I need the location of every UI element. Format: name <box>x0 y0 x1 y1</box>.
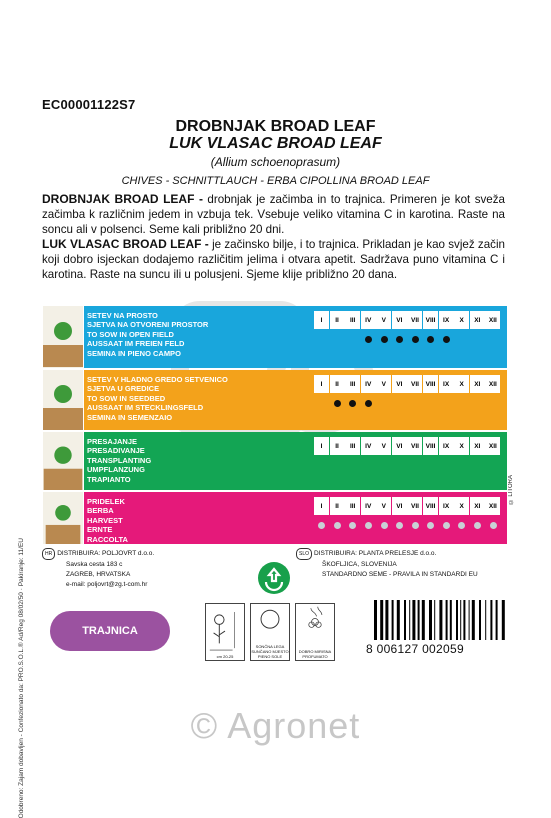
month-cell: VII <box>407 497 422 515</box>
calendar-label: PRIDELEK <box>87 497 125 506</box>
month-cell: III <box>345 437 360 455</box>
month-cell: IV <box>361 497 376 515</box>
month-cell: IX <box>439 375 454 393</box>
transplant-icon <box>43 432 84 490</box>
hr-line-1: Savska cesta 183 c <box>66 561 123 568</box>
calendar-labels <box>87 375 228 422</box>
month-cell: IX <box>439 311 454 329</box>
month-cell: XII <box>485 375 500 393</box>
calendar-label: AUSSAAT IM STECKLINGSFELD <box>87 403 204 413</box>
month-cell: X <box>454 437 469 455</box>
month-cell: XI <box>470 437 485 455</box>
period-dot <box>443 336 450 343</box>
month-cell: VII <box>407 375 422 393</box>
month-cell: II <box>330 497 345 515</box>
month-cell: I <box>314 375 329 393</box>
month-cell: XII <box>485 437 500 455</box>
calendar-row-3 <box>43 492 507 544</box>
calendar-labels <box>87 497 128 544</box>
period-dot <box>427 522 434 529</box>
month-cell: XI <box>470 497 485 515</box>
calendar-label: SEMINA IN SEMENZAIO <box>87 412 173 422</box>
month-cell: IV <box>361 437 376 455</box>
period-dot <box>349 522 356 529</box>
watermark-text: © Agronet <box>190 705 361 746</box>
calendar-row-2 <box>43 432 507 490</box>
calendar-label: ERNTE <box>87 525 113 535</box>
period-dot <box>412 522 419 529</box>
calendar-label: TRAPIANTO <box>87 474 131 484</box>
month-cell: VI <box>392 375 407 393</box>
period-dot <box>412 336 419 343</box>
month-cell: II <box>330 311 345 329</box>
month-cell: VI <box>392 437 407 455</box>
barcode-number: 8 006127 002059 <box>366 642 464 656</box>
calendar-label: UMPFLANZUNG <box>87 465 145 475</box>
period-dot <box>334 400 341 407</box>
month-cell: III <box>345 375 360 393</box>
calendar-label: SJETVA U GREDICE <box>87 384 160 394</box>
flower-scent-icon <box>296 604 334 644</box>
month-cell: VIII <box>423 497 438 515</box>
month-cell: IV <box>361 311 376 329</box>
period-dot <box>490 522 497 529</box>
barcode <box>370 600 510 642</box>
month-header <box>314 497 501 515</box>
month-cell: VIII <box>423 375 438 393</box>
month-cell: X <box>454 311 469 329</box>
side-legal-text: Odobreno: Zajam dobavljen - Confezionato da: PRO.S.O.L.® Ad/Reg 08/02/50 · Pakiranje: 11/EU <box>18 538 25 818</box>
flower-spacing-icon <box>206 604 244 660</box>
period-dot <box>474 522 481 529</box>
period-dot <box>396 336 403 343</box>
calendar-label: SEMINA IN PIENO CAMPO <box>87 348 181 358</box>
hr-line-2: ZAGREB, HRVATSKA <box>66 571 131 578</box>
month-header <box>314 437 501 455</box>
calendar-label: PRESAJANJE <box>87 437 138 446</box>
slo-line-2: STANDARDNO SEME - PRAVILA IN STANDARDI EU <box>322 571 478 578</box>
perennial-badge: TRAJNICA <box>50 611 170 651</box>
hr-badge: HR <box>42 548 55 560</box>
month-header <box>314 311 501 329</box>
period-dot <box>365 522 372 529</box>
calendar-row-1 <box>43 370 507 430</box>
calendar-label: SJETVA NA OTVORENI PROSTOR <box>87 320 209 330</box>
month-cell: XII <box>485 497 500 515</box>
month-header <box>314 375 501 393</box>
sun-symbol: SONČNA LEGA SUNČANO MJESTO PIENO SOLE <box>250 603 290 661</box>
period-dot <box>365 336 372 343</box>
month-cell: VIII <box>423 311 438 329</box>
month-cell: V <box>376 437 391 455</box>
month-cell: V <box>376 497 391 515</box>
month-cell: VI <box>392 497 407 515</box>
period-dot <box>381 336 388 343</box>
month-cell: XI <box>470 375 485 393</box>
desc-text-2: je začinsko bilje, i to trajnica. Prikladan je kao svjež začin koji dobro isjeckan dodajemo različitim jelima i otvara apetit. Sadržava puno vitamina C i karotina. Raste na suncu ili u polusjeni. Sjeme klije približno 20 dana. <box>42 238 505 281</box>
calendar-label: RACCOLTA <box>87 534 128 544</box>
hr-line-3: e-mail: poljovrt@zg.t-com.hr <box>66 581 148 588</box>
period-dot <box>458 522 465 529</box>
month-cell: VII <box>407 437 422 455</box>
period-dot <box>349 400 356 407</box>
desc-text-1: drobnjak je začimba in to trajnica. Primeren je kot sveža začimba k različnim jedem in vzbuja tek. Vsebuje veliko vitamina C in karotina. Raste na soncu ali v polsenci. Seme kali približno 20 dni. <box>42 193 505 236</box>
period-dot <box>334 522 341 529</box>
month-dots <box>314 522 501 529</box>
sowing-field-icon <box>43 306 84 368</box>
calendar-labels <box>87 437 151 484</box>
desc-title-1: DROBNJAK BROAD LEAF - <box>42 192 203 206</box>
month-cell: IX <box>439 497 454 515</box>
month-cell: VI <box>392 311 407 329</box>
month-cell: II <box>330 437 345 455</box>
description <box>42 192 505 282</box>
month-cell: I <box>314 311 329 329</box>
calendar-label: TRANSPLANTING <box>87 455 152 465</box>
seedbed-icon <box>43 370 84 430</box>
month-cell: III <box>345 311 360 329</box>
slo-badge: SLO <box>296 548 312 560</box>
month-cell: I <box>314 437 329 455</box>
month-cell: I <box>314 497 329 515</box>
period-dot <box>427 336 434 343</box>
spacing-symbol: cm 20-25 <box>205 603 245 661</box>
hr-line-0: DISTRIBUIRA: POLJOVRT d.o.o. <box>57 550 155 557</box>
fragrance-symbol: DOBRO MIRISNA PROFUMATO <box>295 603 335 661</box>
calendar-label: AUSSAAT IM FREIEN FELD <box>87 339 185 349</box>
slo-line-1: ŠKOFLJICA, SLOVENIJA <box>322 561 397 568</box>
distributor-slo <box>296 548 478 580</box>
latin-name: (Allium schoenoprasum) <box>210 155 341 169</box>
calendar-label: BERBA <box>87 506 114 516</box>
period-dot <box>381 522 388 529</box>
month-cell: II <box>330 375 345 393</box>
calendar-label: TO SOW IN SEEDBED <box>87 393 166 403</box>
month-cell: X <box>454 497 469 515</box>
calendar-label: HARVEST <box>87 515 123 525</box>
calendar-label: PRESADIVANJE <box>87 446 145 456</box>
title-serbian: LUK VLASAC BROAD LEAF <box>169 135 382 152</box>
calendar-label: SETEV V HLADNO GREDO SETVENICO <box>87 375 228 384</box>
month-dots <box>314 400 501 407</box>
month-cell: XII <box>485 311 500 329</box>
month-cell: XI <box>470 311 485 329</box>
calendar-row-0 <box>43 306 507 368</box>
month-cell: V <box>376 311 391 329</box>
month-cell: X <box>454 375 469 393</box>
calendar-labels <box>87 311 208 358</box>
period-dot <box>365 400 372 407</box>
sun-icon <box>251 604 289 644</box>
month-cell: III <box>345 497 360 515</box>
recycle-icon <box>258 562 290 594</box>
calendar-label: SETEV NA PROSTO <box>87 311 158 320</box>
period-dot <box>443 522 450 529</box>
multilang-name: CHIVES - SCHNITTLAUCH - ERBA CIPOLLINA BROAD LEAF <box>121 175 430 187</box>
calendar-label: TO SOW IN OPEN FIELD <box>87 329 174 339</box>
distributor-hr <box>42 548 154 590</box>
litera-mark: © LITORA <box>508 475 514 505</box>
month-cell: IV <box>361 375 376 393</box>
month-cell: IX <box>439 437 454 455</box>
product-code: EC00001122S7 <box>42 97 136 112</box>
month-cell: VIII <box>423 437 438 455</box>
title-croatian: DROBNJAK BROAD LEAF <box>175 118 376 135</box>
harvest-icon <box>43 492 84 544</box>
month-dots <box>314 336 501 343</box>
period-dot <box>318 522 325 529</box>
desc-title-2: LUK VLASAC BROAD LEAF - <box>42 237 209 251</box>
month-cell: VII <box>407 311 422 329</box>
slo-line-0: DISTRIBUIRA: PLANTA PRELESJE d.o.o. <box>314 550 437 557</box>
period-dot <box>396 522 403 529</box>
month-cell: V <box>376 375 391 393</box>
